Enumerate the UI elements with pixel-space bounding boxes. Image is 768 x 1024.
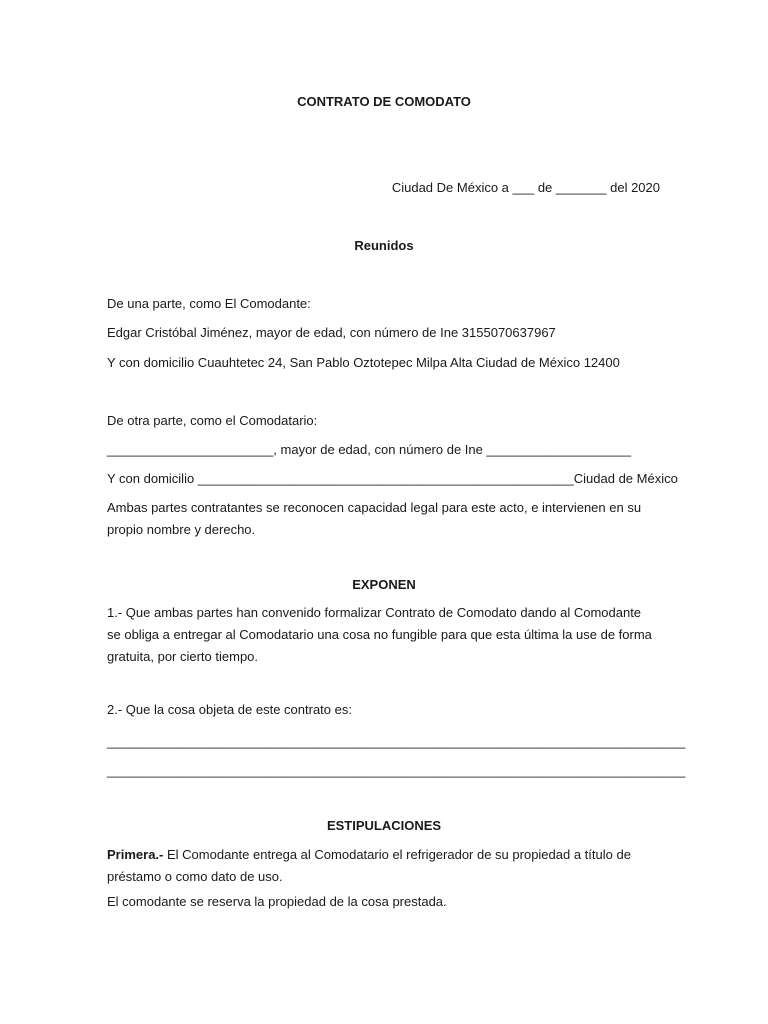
section-estipulaciones: ESTIPULACIONES — [326, 818, 442, 833]
section-exponen: EXPONEN — [352, 577, 416, 592]
blank-line-2: ________________________________________________________________________________ — [107, 763, 686, 778]
blank-line-1: ________________________________________________________________________________ — [107, 734, 686, 749]
exponen-2-paragraph: 2.- Que la cosa objeta de este contrato es: — [107, 702, 352, 717]
comodante-address: Y con domicilio Cuauhtetec 24, San Pablo Oztotepec Milpa Alta Ciudad de México 12400 — [107, 355, 620, 370]
primera-paragraph — [107, 844, 655, 888]
comodatario-intro: De otra parte, como el Comodatario: — [107, 413, 318, 428]
document-title: CONTRATO DE COMODATO — [297, 94, 471, 109]
primera-text: El Comodante entrega al Comodatario el refrigerador de su propiedad a título de préstamo o como dato de uso. — [107, 847, 631, 884]
exponen-1-paragraph: 1.- Que ambas partes han convenido formalizar Contrato de Comodato dando al Comodante se obliga a entregar al Comodatario una cosa no fungible para que esta última la use de forma gratuita, por cierto tiempo. — [107, 605, 652, 664]
section-reunidos: Reunidos — [354, 238, 414, 253]
comodatario-name: _______________________, mayor de edad, con número de Ine ____________________ — [107, 442, 632, 457]
capacidad-paragraph: Ambas partes contratantes se reconocen capacidad legal para este acto, e intervienen en su propio nombre y derecho. — [107, 500, 642, 537]
comodante-intro: De una parte, como El Comodante: — [107, 296, 311, 311]
reserva-paragraph: El comodante se reserva la propiedad de la cosa prestada. — [107, 894, 447, 909]
comodante-name: Edgar Cristóbal Jiménez, mayor de edad, con número de Ine 3155070637967 — [107, 325, 556, 340]
place-date: Ciudad De México a ___ de _______ del 2020 — [391, 180, 660, 195]
comodatario-address: Y con domicilio ____________________________________________________Ciudad de México — [107, 471, 678, 486]
primera-label: Primera.- — [107, 847, 164, 862]
